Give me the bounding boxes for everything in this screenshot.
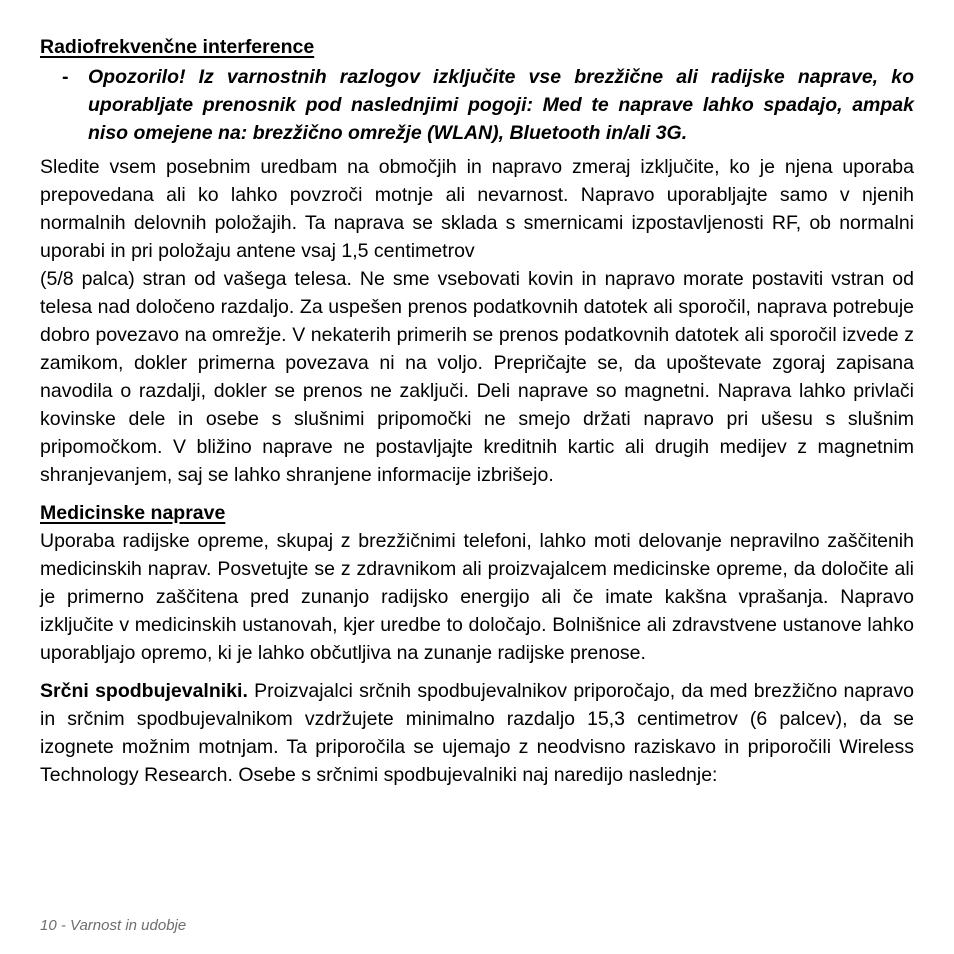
rf-paragraph-part1: Sledite vsem posebnim uredbam na območjih in napravo zmeraj izključite, ko je njena uporaba prepovedana ali ko lahko povzroči motnje ali nevarnost. Napravo uporabljajte samo v njenih normalnih delovnih položajih. Ta naprava se sklada s smernicami izpostavljenosti RF, ob normalni uporabi in pri položaju antene vsaj 1,5 centimetrov xyxy=(40,156,914,262)
page-footer: 10 - Varnost in udobje xyxy=(40,917,187,934)
pacemaker-lead: Srčni spodbujevalniki. xyxy=(40,680,248,702)
section-heading-rf-interference: Radiofrekvenčne interference xyxy=(40,36,315,58)
warning-item xyxy=(40,63,914,147)
document-page xyxy=(40,33,914,789)
warning-text: Opozorilo! Iz varnostnih razlogov izključite vse brezžične ali radijske naprave, ko uporabljate prenosnik pod naslednjimi pogoji: Med te naprave lahko spadajo, ampak niso omejene na: brezžično omrežje (WLAN), Bluetooth in/ali 3G. xyxy=(88,66,914,144)
medical-paragraph: Uporaba radijske opreme, skupaj z brezžičnimi telefoni, lahko moti delovanje nepravilno zaščitenih medicinskih naprav. Posvetujte se z zdravnikom ali proizvajalcem medicinske opreme, da določite ali je primerno zaščitena pred zunanjo radijsko energijo ali če imate kakšna vprašanja. Napravo izključite v medicinskih ustanovah, kjer uredbe to določajo. Bolnišnice ali zdravstvene ustanove lahko uporabljajo opremo, ki je lahko občutljiva na zunanje radijske prenose. xyxy=(40,530,914,664)
bullet-dash: - xyxy=(62,66,69,88)
section-heading-medical-devices: Medicinske naprave xyxy=(40,502,226,524)
rf-paragraph-part2: (5/8 palca) stran od vašega telesa. Ne sme vsebovati kovin in napravo morate postaviti vstran od telesa nad določeno razdaljo. Za uspešen prenos podatkovnih datotek ali sporočil, naprava potrebuje dobro povezavo na omrežje. V nekaterih primerih se prenos podatkovnih datotek ali sporočil izvede z zamikom, dokler primerna povezava ni na voljo. Prepričajte se, da upoštevate zgoraj zapisana navodila o razdalji, dokler se prenos ne zaključi. Deli naprave so magnetni. Naprava lahko privlači kovinske dele in osebe s slušnimi pripomočki ne smejo držati napravo pri ušesu s slušnim pripomočkom. V bližino naprave ne postavljajte kreditnih kartic ali drugih medijev z magnetnim shranjevanjem, saj se lahko shranjene informacije izbrišejo. xyxy=(40,268,914,486)
pacemaker-text: Proizvajalci srčnih spodbujevalnikov priporočajo, da med brezžično napravo in srčnim spodbujevalnikom vzdržujete minimalno razdaljo 15,3 centimetrov (6 palcev), da se izognete možnim motnjam. Ta priporočila se ujemajo z neodvisno raziskavo in priporočili Wireless Technology Research. Osebe s srčnimi spodbujevalniki naj naredijo naslednje: xyxy=(40,680,914,786)
pacemaker-paragraph xyxy=(40,677,914,789)
